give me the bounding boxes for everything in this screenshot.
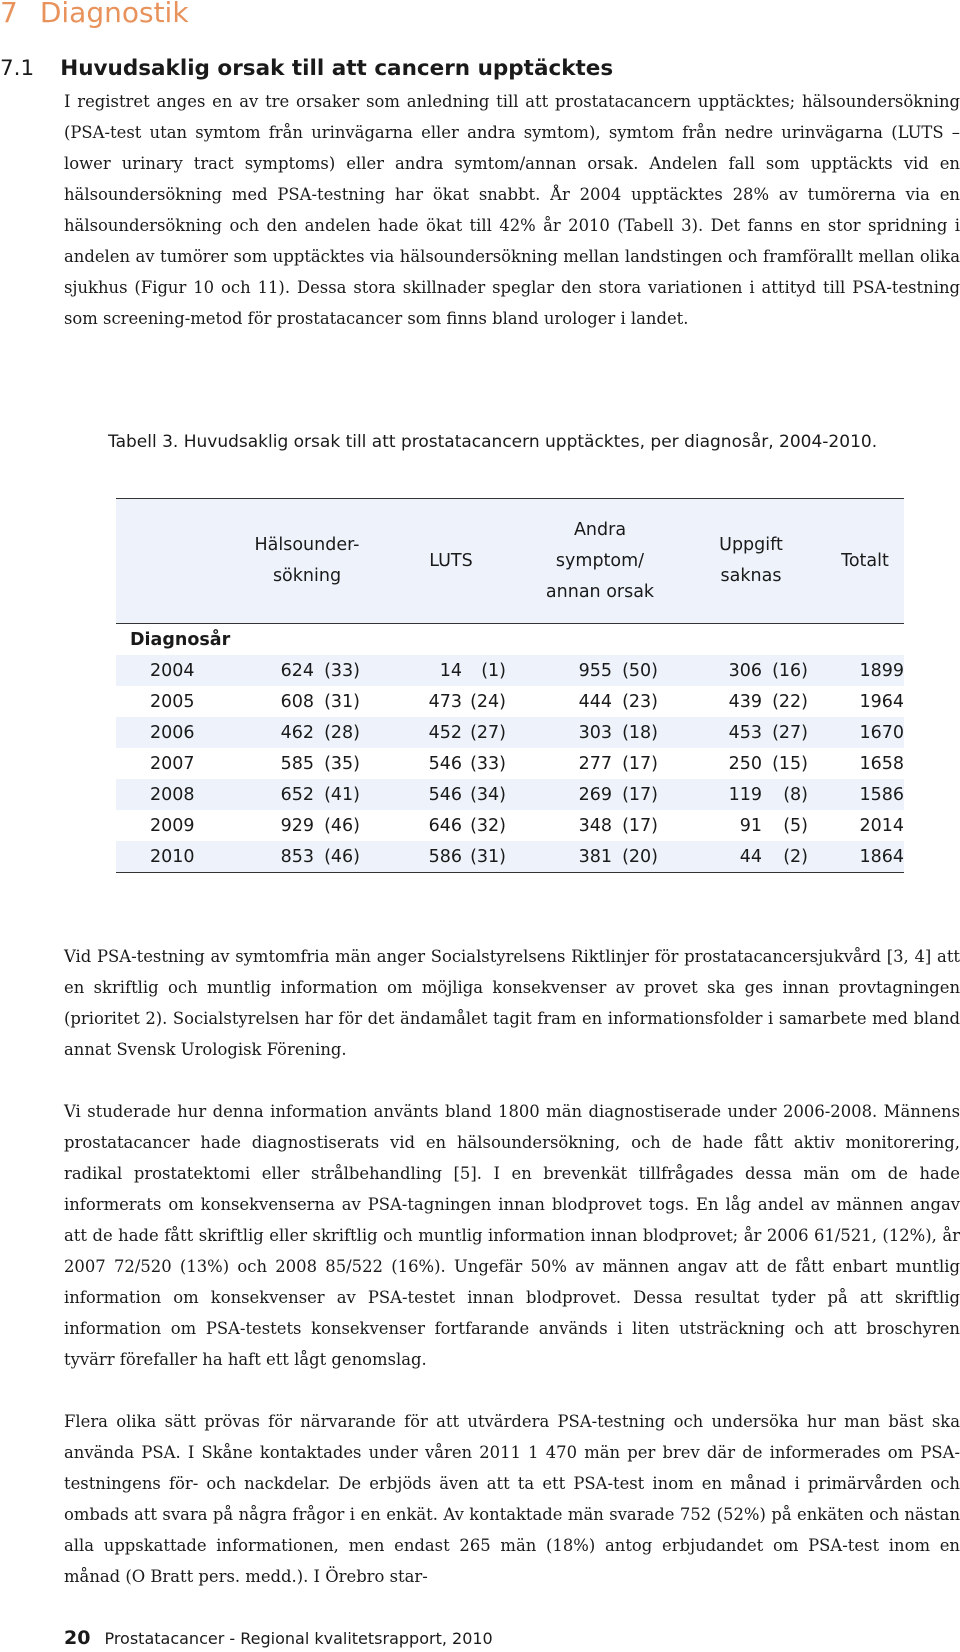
table-row-2007: 2007 585 (35) 546 (33) 277 (17) 250 (15) 1658	[150, 753, 904, 774]
chapter-title: Diagnostik	[39, 0, 189, 29]
chapter-heading	[0, 0, 189, 29]
table-row-2010: 2010 853 (46) 586 (31) 381 (20) 44 (2) 1864	[116, 841, 904, 873]
paragraph-socialstyrelsen: Vid PSA-testning av symtomfria män anger Socialstyrelsens Riktlinjer för prostatacancersjukvård [3, 4] att en skriftlig och muntlig information om möjliga konsekvenser av provet ska ges innan provtagningen (prioritet 2). Socialstyrelsen har för det ändamålet tagit fram en informationsfolder i samarbete med bland annat Svensk Urologisk Förening.	[64, 947, 960, 1059]
header-totalt: Totalt	[826, 499, 904, 624]
diagnosis-table	[116, 498, 904, 873]
chapter-number: 7	[0, 0, 18, 29]
paragraph-methods: Flera olika sätt prövas för närvarande för att utvärdera PSA-testning och undersöka hur man bäst ska använda PSA. I Skåne kontaktades under våren 2011 1 470 män per brev där de informerades om PSA-testningens för- och nackdelar. De erbjöds även att ta ett PSA-test inom en månad i primärvården och ombads att svara på några frågor i en enkät. Av kontaktade män svarade 752 (52%) på enkäten och nästan alla uppskattade informationen, men endast 265 män (18%) antog erbjudandet om PSA-test inom en månad (O Bratt pers. medd.). I Örebro star-	[64, 1412, 960, 1586]
paragraph-study: Vi studerade hur denna information använts bland 1800 män diagnostiserade under 2006-2008. Männens prostatacancer hade diagnostiserats vid en hälsoundersökning, och de hade fått aktiv monitorering, radikal prostatektomi eller strålbehandling [5]. I en brevenkät tillfrågades dessa män om de hade informerats om konsekvenserna av PSA-tagningen innan blodprovet togs. En låg andel av männen angav att de hade fått skriftlig eller skriftlig och muntlig information innan blodprovet; år 2006 61/521, (12%), år 2007 72/520 (13%) och 2008 85/522 (16%). Ungefär 50% av männen angav att de fått enbart muntlig information om konsekvenser av PSA-testet innan blodprovet. Dessa resultat tyder på att skriftlig information om PSA-testets konsekvenser fortfarande används i liten utsträckning och att broschyren tyvärr förefaller ha haft ett lågt genomslag.	[64, 1102, 960, 1369]
header-andra-symptom: Andra symptom/ annan orsak	[524, 499, 676, 624]
header-luts: LUTS	[378, 499, 524, 624]
diagnosar-label: Diagnosår	[130, 629, 231, 650]
table-row-2008: 2008 652 (41) 546 (34) 269 (17) 119 (8) 1586	[116, 779, 904, 810]
table-caption: Tabell 3. Huvudsaklig orsak till att prostatacancern upptäcktes, per diagnosår, 2004-2010.	[108, 432, 878, 452]
table-header-row	[116, 499, 904, 624]
header-uppgift-saknas: Uppgift saknas	[676, 499, 826, 624]
table-row-2006: 2006 462 (28) 452 (27) 303 (18) 453 (27) 1670	[116, 717, 904, 748]
page-number: 20	[64, 1627, 91, 1649]
table-row-2004: 2004 624 (33) 14 (1) 955 (50) 306 (16) 1899	[116, 655, 904, 686]
table-row-2009: 2009 929 (46) 646 (32) 348 (17) 91 (5) 2014	[150, 815, 904, 836]
table-row-2005: 2005 608 (31) 473 (24) 444 (23) 439 (22) 1964	[150, 691, 904, 712]
header-empty	[116, 499, 236, 624]
header-halsoundersokning: Hälsounder- sökning	[236, 499, 378, 624]
section-heading	[0, 56, 613, 81]
section-title: Huvudsaklig orsak till att cancern upptäcktes	[60, 56, 614, 81]
footer-title: Prostatacancer - Regional kvalitetsrapport, 2010	[104, 1629, 493, 1648]
section-number: 7.1	[0, 56, 35, 81]
paragraph-intro: I registret anges en av tre orsaker som anledning till att prostatacancern upptäcktes; hälsoundersökning (PSA-test utan symtom från urinvägarna eller andra symtom), symtom från nedre urinvägarna (LUTS – lower urinary tract symptoms) eller andra symtom/annan orsak. Andelen fall som upptäckts vid en hälsoundersökning med PSA-testning har ökat snabbt. År 2004 upptäcktes 28% av tumörerna via en hälsoundersökning och den andelen hade ökat till 42% år 2010 (Tabell 3). Det fanns en stor spridning i andelen av tumörer som upptäcktes via hälsoundersökning mellan landstingen och framförallt mellan olika sjukhus (Figur 10 och 11). Dessa stora skillnader speglar den stora variationen i attityd till PSA-testning som screening-metod för prostatacancer som finns bland urologer i landet.	[64, 92, 960, 328]
page-footer	[64, 1627, 493, 1649]
row-label-diagnosar	[116, 624, 904, 656]
